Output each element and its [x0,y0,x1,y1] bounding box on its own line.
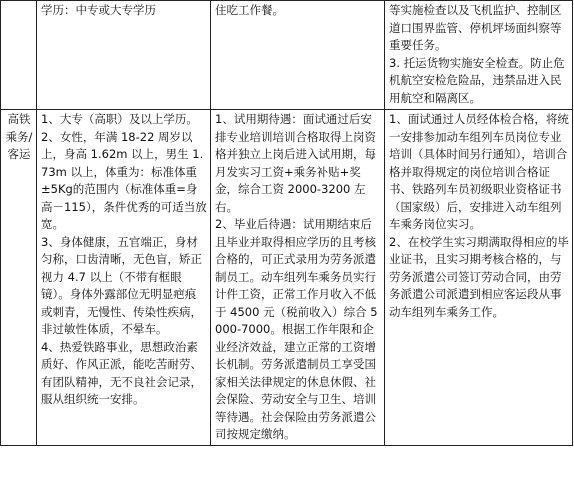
requirements-cell [37,1,211,110]
requirement-text: 1、大专（高职）及以上学历。 [41,112,198,126]
treatment-cell [211,110,385,446]
career-text: 1、面试通过人员经体检合格，将统一安排参加动车组列车员岗位专业培训（具体时间另行通知），培训合格并取得规定的岗位培训合格证书、铁路列车员初级职业资格证书（国家级）后，安排进入动车组列车乘务岗位实习。 [389,112,569,231]
category-cell [1,1,37,110]
requirement-text: 3、身体健康，五官端正，身材匀称，口齿清晰，无色盲，矫正视力 4.7 以上（不带有框眼镜）。身体外露部位无明显疤痕或刺青，无慢性、传染性疾病，非过敏性体质，不晕车。 [41,234,202,336]
career-cell [385,110,573,446]
requirement-text: 2、女性，年满 18-22 周岁以上，身高 1.62m 以上，男生 1.73m 以上，体重为：标准体重±5Kg的范围内（标准体重=身高－115），条件优秀的可适当放宽。 [41,129,207,231]
table-row [1,1,573,110]
requirements-cell [37,110,211,446]
requirement-text: 4、热爱铁路事业，思想政治素质好、作风正派，能吃苦耐劳、有团队精神，无不良社会记录，服从组织统一安排。 [41,339,202,406]
requirement-text: 学历：中专或大专学历 [41,3,156,17]
career-text: 2、在校学生实习期满取得相应的毕业证书，且实习期考核合格的，与劳务派遣公司签订劳动合同，由劳务派遣公司派遣到相应客运段从事动车组列车乘务工作。 [389,234,569,319]
career-cell [385,1,573,110]
treatment-cell [211,1,385,110]
career-text: 等实施检查以及飞机监护、控制区道口围界监管、停机坪场面纠察等重要任务。 [389,3,562,52]
category-cell: 高铁乘务/客运 [1,110,37,446]
treatment-text: 2、毕业后待遇：试用期结束后且毕业并取得相应学历的且考核合格的，可正式录用为劳务派遣制员工。动车组列车乘务员实行计件工资，正常工作月收入不低于 4500 元（税前收入）综合 5000-7000。根据工作年限和企业经济效益，建立正常的工资增长机制。劳务派遣制员工享受国家相关法律规定的休息休假、社会保险、劳动安全与卫生、培训等待遇。社会保险由劳务派遣公司按规定缴纳。 [215,217,378,441]
table-row [1,110,573,446]
treatment-text: 1、试用期待遇：面试通过后安排专业培训培训合格取得上岗资格并独立上岗后进入试用期，每月发实习工资+乘务补贴+奖金，综合工资 2000-3200 左右。 [215,112,376,214]
career-text: 3. 托运货物实施安全检查。防止危机航空安检危险品，违禁品进入民用航空和隔离区。 [389,55,565,105]
treatment-text: 住吃工作餐。 [215,3,284,17]
